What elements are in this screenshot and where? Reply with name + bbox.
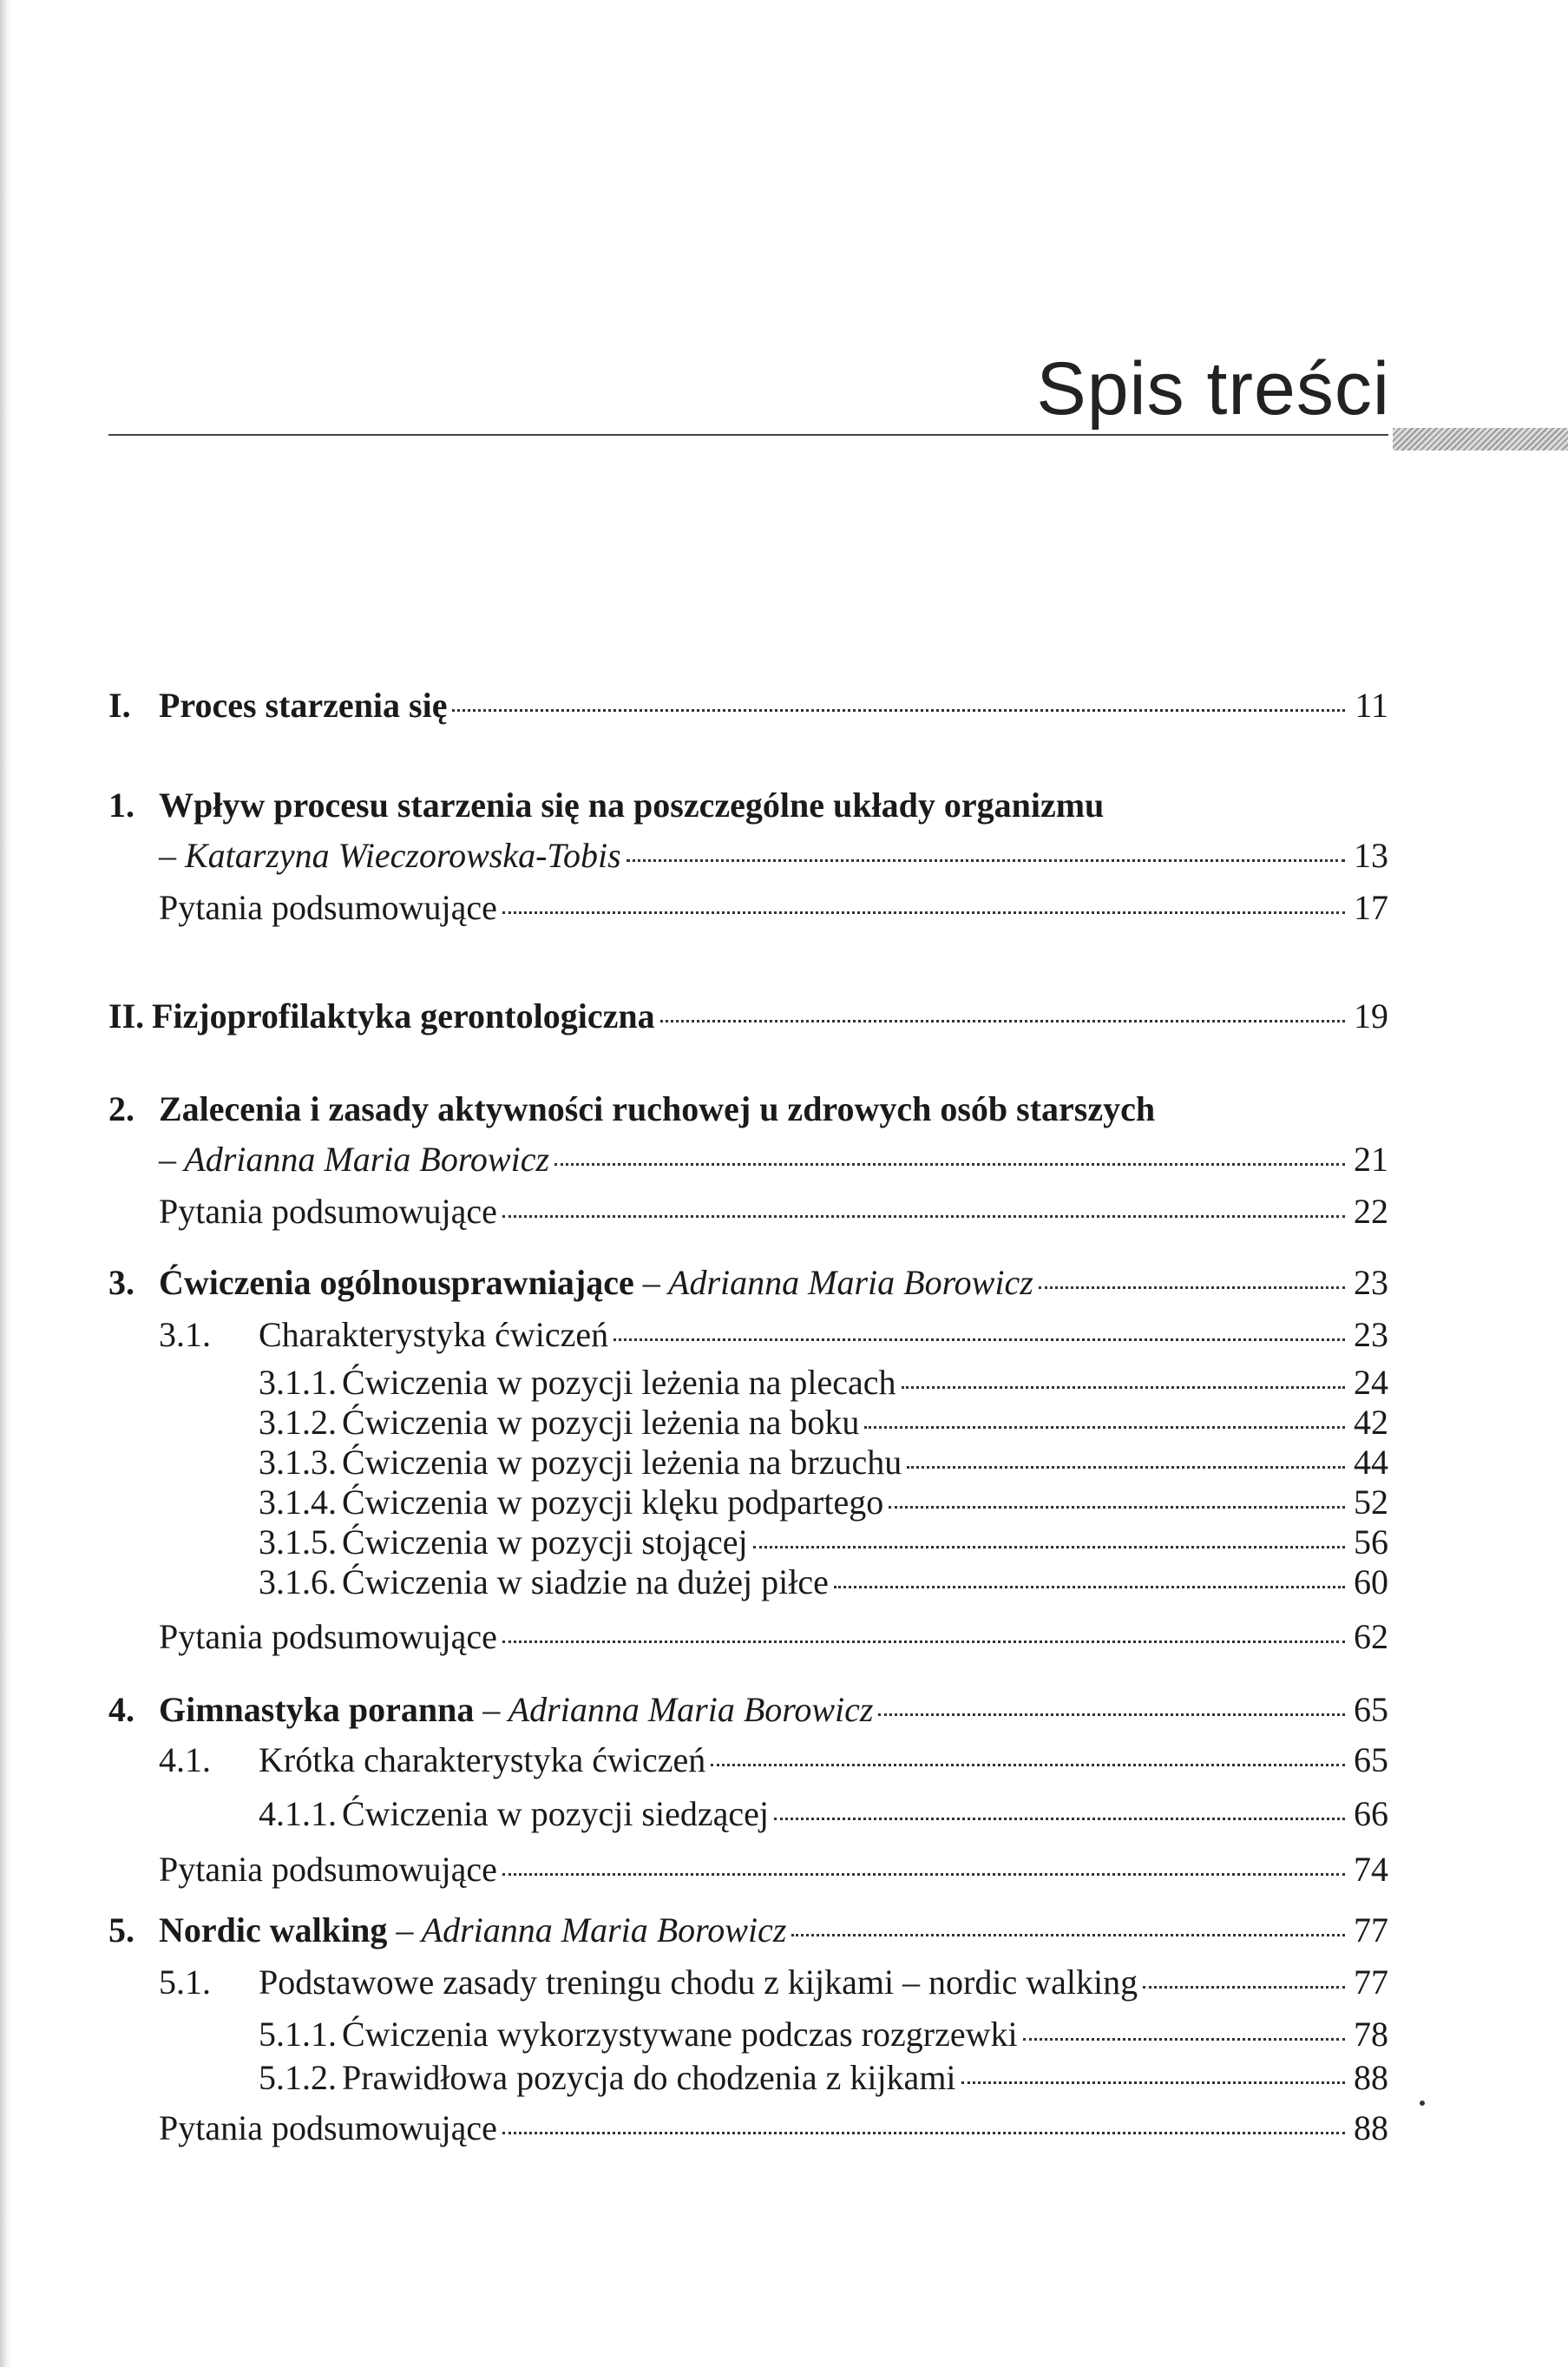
entry-number: 5.1.1. [259, 2015, 337, 2054]
toc-author-line[interactable] [159, 1135, 1388, 1184]
toc-subsection-entry[interactable] [259, 1441, 1388, 1484]
entry-page: 42 [1354, 1403, 1388, 1442]
entry-title: Pytania podsumowujące [159, 1617, 497, 1656]
toc-part-entry[interactable] [108, 681, 1388, 730]
entry-page: 24 [1354, 1363, 1388, 1402]
leader-dots [613, 1338, 1345, 1341]
leader-dots [834, 1586, 1345, 1588]
toc-author-line[interactable] [159, 832, 1388, 880]
toc-chapter-entry[interactable] [108, 1259, 1388, 1307]
entry-number: II. [108, 996, 145, 1036]
entry-title: Pytania podsumowujące [159, 1850, 497, 1889]
entry-title: Ćwiczenia w pozycji stojącej [342, 1522, 748, 1562]
entry-title: Nordic walking [159, 1910, 388, 1949]
entry-number: 4.1.1. [259, 1794, 337, 1833]
entry-number: I. [108, 686, 131, 725]
leader-dots [907, 1466, 1345, 1469]
toc-subsection-entry[interactable] [259, 1561, 1388, 1604]
entry-page: 17 [1354, 888, 1388, 927]
toc-chapter-entry[interactable] [108, 1686, 1388, 1734]
toc-subsection-entry[interactable] [259, 1790, 1388, 1838]
leader-dots [711, 1764, 1345, 1766]
page-title: Spis treści [1036, 347, 1390, 431]
toc-summary-entry[interactable] [159, 1613, 1388, 1661]
toc-subsection-entry[interactable] [259, 1361, 1388, 1404]
leader-dots [961, 2081, 1345, 2084]
toc-subsection-entry[interactable] [259, 1481, 1388, 1524]
leader-dots [774, 1818, 1345, 1820]
entry-page: 23 [1354, 1315, 1388, 1354]
stray-ink-dot [1420, 2101, 1425, 2106]
entry-author: – Adrianna Maria Borowicz [482, 1690, 874, 1729]
entry-number: 3.1. [159, 1315, 211, 1354]
leader-dots [864, 1426, 1345, 1429]
entry-page: 13 [1354, 836, 1388, 875]
entry-number: 2. [108, 1089, 134, 1128]
entry-title: Ćwiczenia w pozycji leżenia na boku [342, 1403, 860, 1442]
leader-dots [502, 1640, 1345, 1643]
entry-page: 78 [1354, 2015, 1388, 2054]
entry-page: 62 [1354, 1617, 1388, 1656]
entry-number: 1. [108, 786, 134, 825]
entry-title: Pytania podsumowujące [159, 888, 497, 927]
entry-page: 88 [1354, 2058, 1388, 2097]
entry-author: – Adrianna Maria Borowicz [642, 1263, 1033, 1302]
toc-summary-entry[interactable] [159, 884, 1388, 932]
toc-chapter-entry[interactable] [108, 781, 1388, 830]
entry-title: Ćwiczenia w pozycji klęku podpartego [342, 1483, 884, 1522]
entry-number: 5.1.2. [259, 2058, 337, 2097]
leader-dots [1023, 2038, 1345, 2041]
entry-page: 56 [1354, 1522, 1388, 1562]
entry-title: Prawidłowa pozycja do chodzenia z kijkami [342, 2058, 956, 2097]
entry-number: 5.1. [159, 1963, 211, 2002]
toc-section-entry[interactable] [159, 1736, 1388, 1785]
entry-author: – Katarzyna Wieczorowska-Tobis [159, 836, 621, 875]
leader-dots [878, 1713, 1345, 1716]
entry-number: 3. [108, 1263, 134, 1302]
toc-chapter-entry[interactable] [108, 1085, 1388, 1134]
entry-title: Ćwiczenia w siadzie na dużej piłce [342, 1562, 829, 1601]
toc-subsection-entry[interactable] [259, 1401, 1388, 1444]
entry-number: 3.1.4. [259, 1483, 337, 1522]
entry-page: 21 [1354, 1140, 1388, 1179]
entry-page: 11 [1355, 686, 1388, 725]
leader-dots [791, 1934, 1345, 1936]
toc-section-entry[interactable] [159, 1311, 1388, 1359]
leader-dots [753, 1546, 1345, 1548]
entry-title: Pytania podsumowujące [159, 1192, 497, 1231]
leader-dots [502, 1873, 1345, 1876]
entry-number: 5. [108, 1910, 134, 1949]
toc-subsection-entry[interactable] [259, 2010, 1388, 2059]
leader-dots [502, 911, 1345, 914]
entry-title: Gimnastyka poranna [159, 1690, 475, 1729]
entry-author: – Adrianna Maria Borowicz [159, 1140, 550, 1179]
entry-title: Wpływ procesu starzenia się na poszczególne układy organizmu [159, 786, 1105, 825]
entry-title: Pytania podsumowujące [159, 2108, 497, 2147]
entry-number: 3.1.5. [259, 1522, 337, 1562]
leader-dots [502, 2132, 1345, 2134]
leader-dots [452, 709, 1345, 712]
leader-dots [1143, 1986, 1345, 1989]
toc-subsection-entry[interactable] [259, 2054, 1388, 2102]
leader-dots [627, 859, 1345, 862]
leader-dots [889, 1506, 1345, 1509]
entry-page: 77 [1354, 1963, 1388, 2002]
toc-chapter-entry[interactable] [108, 1906, 1388, 1955]
entry-title: Ćwiczenia w pozycji leżenia na plecach [342, 1363, 896, 1402]
entry-title: Ćwiczenia ogólnousprawniające [159, 1263, 634, 1302]
leader-dots [554, 1163, 1345, 1166]
toc-subsection-entry[interactable] [259, 1521, 1388, 1564]
entry-title: Ćwiczenia w pozycji leżenia na brzuchu [342, 1443, 902, 1482]
entry-page: 65 [1354, 1690, 1388, 1729]
entry-title: Proces starzenia się [159, 686, 448, 725]
entry-title: Ćwiczenia wykorzystywane podczas rozgrzewki [342, 2015, 1018, 2054]
entry-number: 4. [108, 1690, 134, 1729]
entry-page: 60 [1354, 1562, 1388, 1601]
entry-title: Fizjoprofilaktyka gerontologiczna [152, 996, 655, 1036]
toc-summary-entry[interactable] [159, 1845, 1388, 1894]
entry-number: 3.1.1. [259, 1363, 337, 1402]
entry-page: 77 [1354, 1910, 1388, 1949]
leader-dots [1039, 1286, 1345, 1289]
entry-page: 74 [1354, 1850, 1388, 1889]
entry-title: Charakterystyka ćwiczeń [259, 1315, 609, 1354]
toc-section-entry[interactable] [159, 1958, 1388, 2007]
leader-dots [502, 1215, 1345, 1218]
entry-number: 4.1. [159, 1740, 211, 1779]
toc-summary-entry[interactable] [159, 2104, 1388, 2153]
entry-page: 44 [1354, 1443, 1388, 1482]
entry-page: 66 [1354, 1794, 1388, 1833]
entry-title: Krótka charakterystyka ćwiczeń [259, 1740, 706, 1779]
entry-number: 3.1.3. [259, 1443, 337, 1482]
entry-number: 3.1.2. [259, 1403, 337, 1442]
entry-number: 3.1.6. [259, 1562, 337, 1601]
entry-page: 52 [1354, 1483, 1388, 1522]
entry-author: – Adrianna Maria Borowicz [396, 1910, 787, 1949]
toc-summary-entry[interactable] [159, 1187, 1388, 1236]
entry-page: 23 [1354, 1263, 1388, 1302]
entry-page: 65 [1354, 1740, 1388, 1779]
entry-title: Zalecenia i zasady aktywności ruchowej u zdrowych osób starszych [159, 1089, 1156, 1128]
leader-dots [902, 1386, 1345, 1389]
leader-dots [660, 1020, 1345, 1022]
entry-page: 88 [1354, 2108, 1388, 2147]
entry-title: Podstawowe zasady treningu chodu z kijkami – nordic walking [259, 1963, 1138, 2002]
entry-title: Ćwiczenia w pozycji siedzącej [342, 1794, 769, 1833]
entry-page: 19 [1354, 996, 1388, 1036]
toc-part-entry[interactable] [108, 992, 1388, 1041]
entry-page: 22 [1354, 1192, 1388, 1231]
